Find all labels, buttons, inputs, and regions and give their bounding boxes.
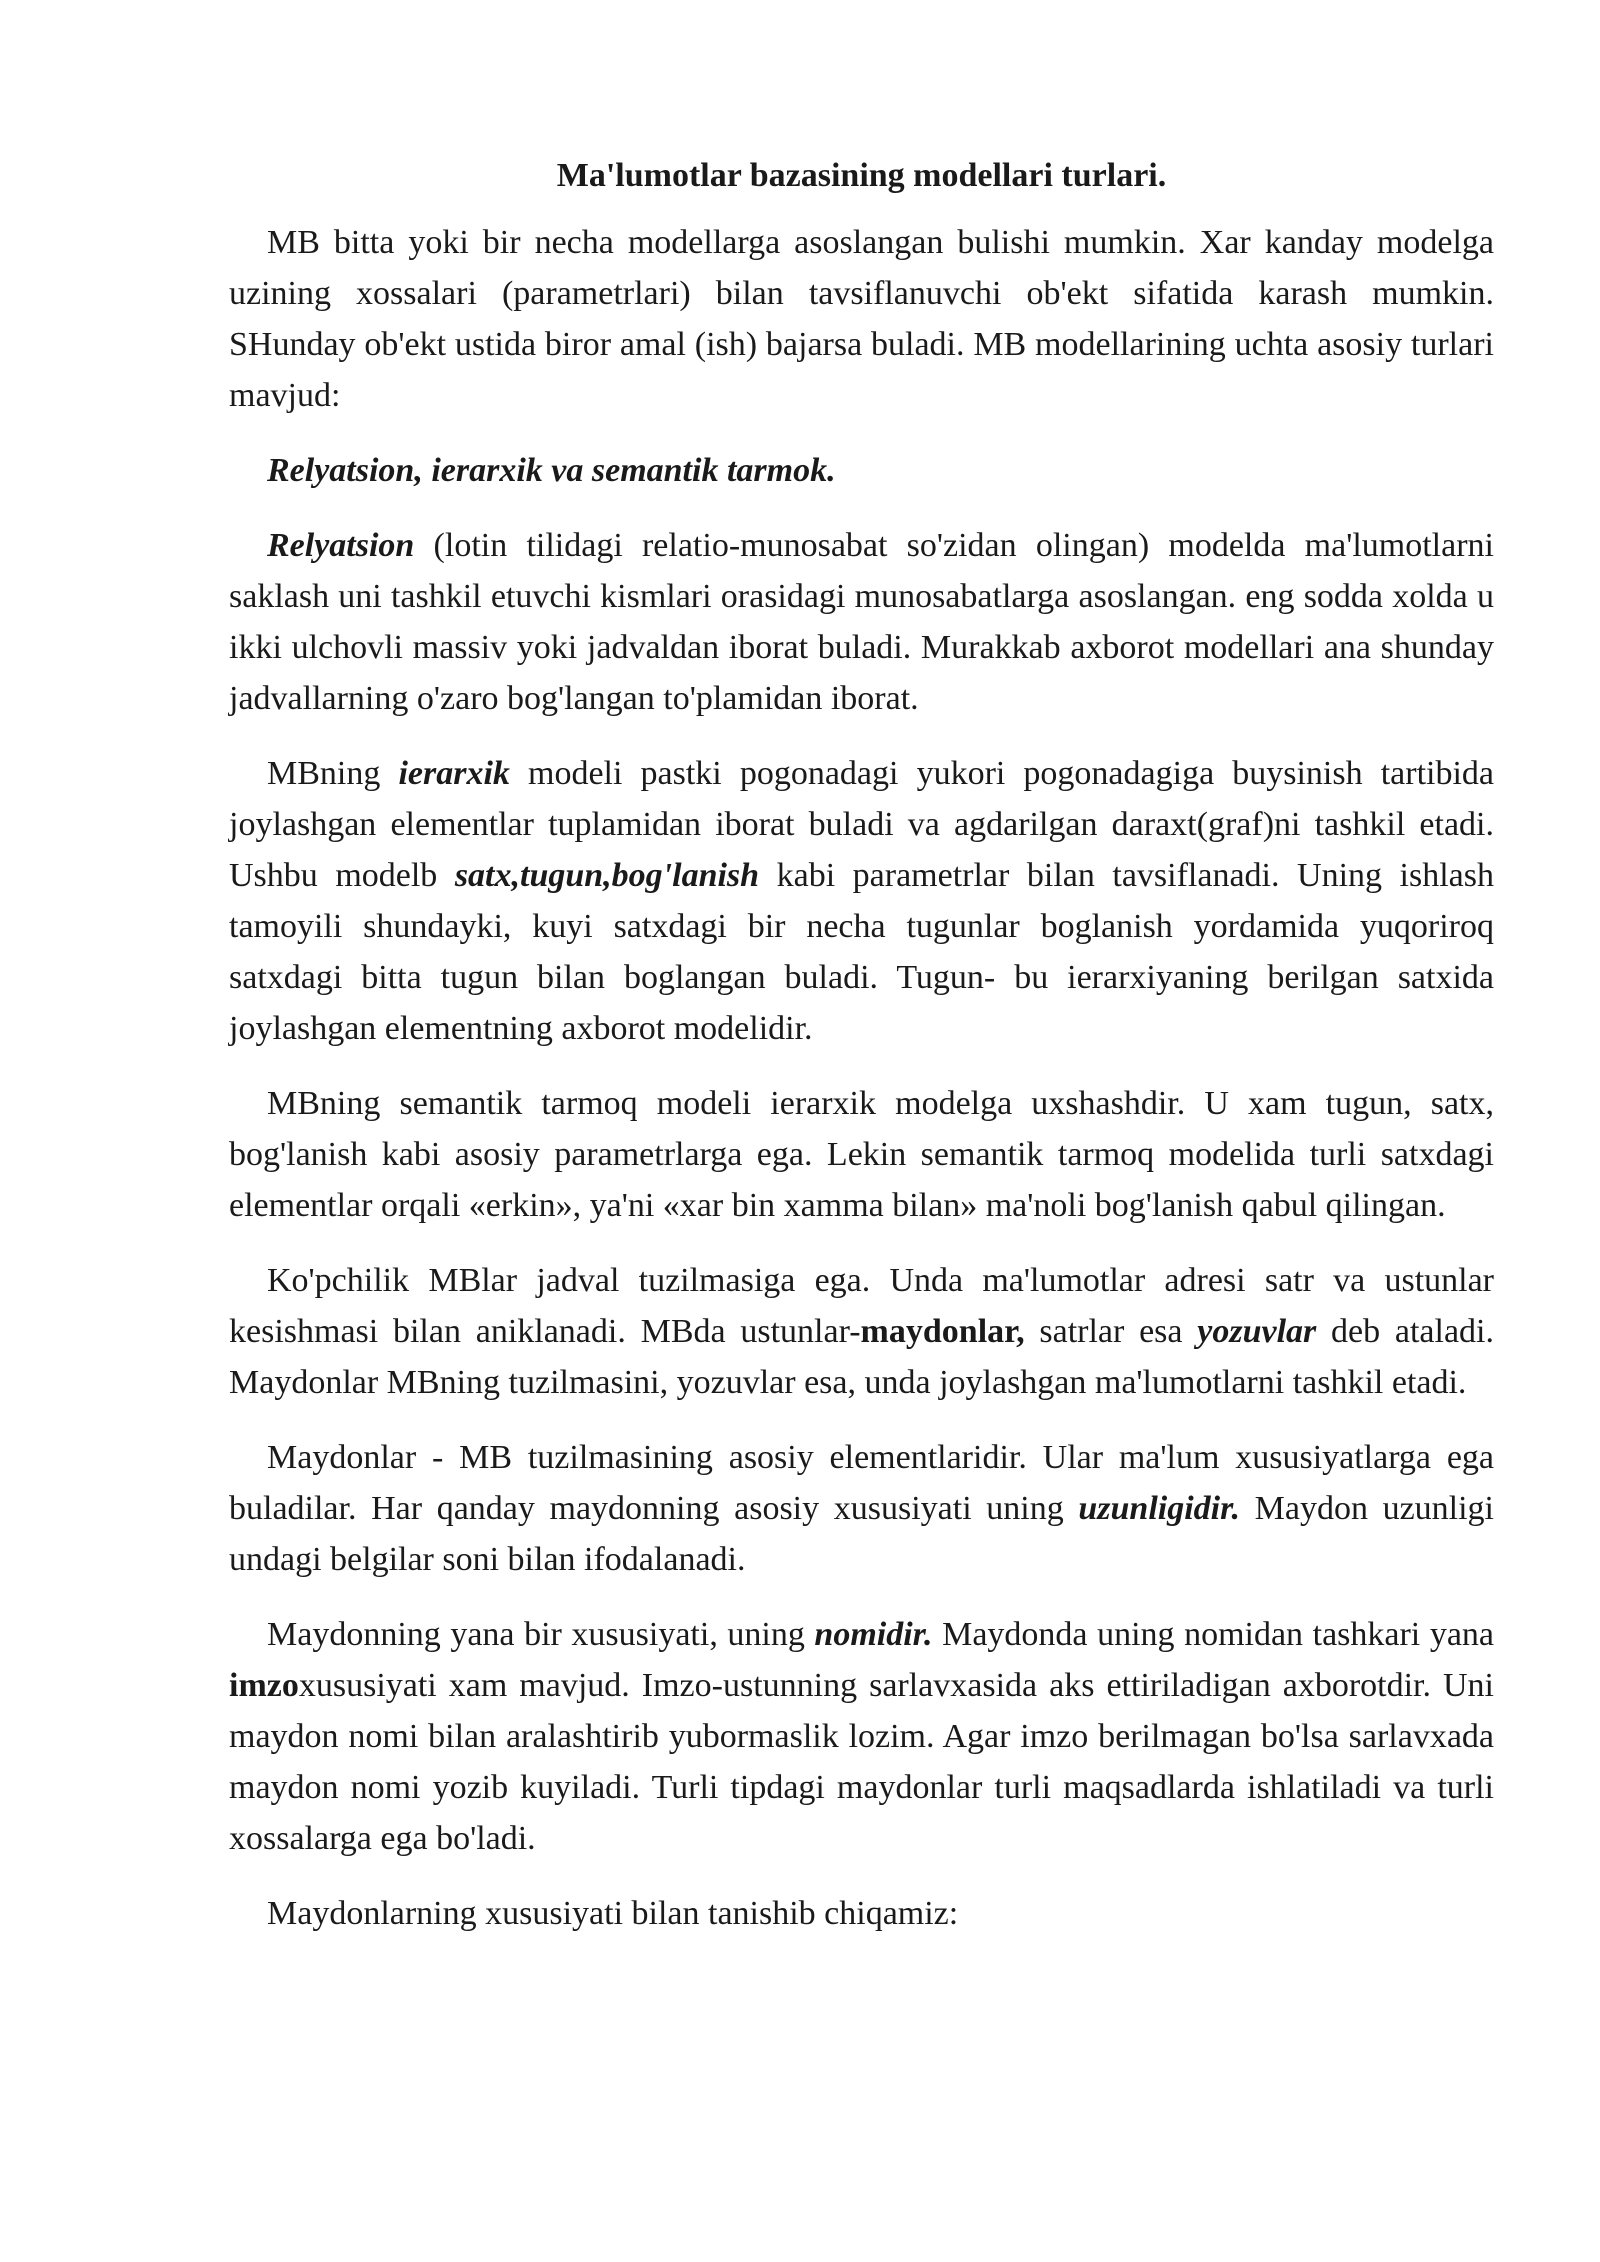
emphasized-text: nomidir. (814, 1616, 933, 1653)
emphasized-text: Relyatsion, ierarxik va semantik tarmok. (267, 452, 836, 489)
emphasized-text: uzunligidir. (1078, 1490, 1240, 1527)
paragraph (229, 1255, 1494, 1408)
emphasized-text: maydonlar, (860, 1313, 1025, 1350)
document-page (229, 150, 1494, 1963)
paragraph-text: (lotin tilidagi relatio-munosabat so'zidan olingan) modelda ma'lumotlarni saklash uni tashkil etuvchi kismlari orasidagi munosabatlarga asoslangan. eng sodda xolda u ikki ulchovli massiv yoki jadvaldan iborat buladi. Murakkab axborot modellari ana shunday jadvallarning o'zaro bog'langan to'plamidan iborat. (229, 527, 1494, 717)
paragraph (229, 217, 1494, 421)
paragraph-text: modeli pastki pogonadagi yukori pogonadagiga buysinish tartibida joylashgan elementlar tuplamidan iborat buladi va agdarilgan daraxt(graf)ni tashkil etadi. Ushbu modelb (229, 755, 1494, 894)
document-title: Ma'lumotlar bazasining modellari turlari. (556, 157, 1167, 194)
document-body (229, 217, 1494, 1939)
paragraph (229, 1078, 1494, 1231)
paragraph-text: kabi parametrlar bilan tavsiflanadi. Uning ishlash tamoyili shundayki, kuyi satxdagi bir necha tugunlar boglanish yordamida yuqoriroq satxdagi bitta tugun bilan boglangan buladi. Tugun- bu ierarxiyaning berilgan satxida joylashgan elementning axborot modelidir. (229, 857, 1494, 1047)
paragraph-text: satrlar esa (1024, 1313, 1198, 1350)
paragraph-text: deb ataladi. Maydonlar MBning tuzilmasini, yozuvlar esa, unda joylashgan ma'lumotlarni tashkil etadi. (229, 1313, 1494, 1401)
paragraph-text: Maydonda uning nomidan tashkari yana (932, 1616, 1495, 1653)
paragraph-text: MB bitta yoki bir necha modellarga asoslangan bulishi mumkin. Xar kanday modelga uzining xossalari (parametrlari) bilan tavsiflanuvchi ob'ekt sifatida karash mumkin. SHunday ob'ekt ustida biror amal (ish) bajarsa buladi. MB modellarining uchta asosiy turlari mavjud: (229, 224, 1494, 414)
emphasized-text: Relyatsion (267, 527, 415, 564)
emphasized-text: satx,tugun,bog'lanish (454, 857, 760, 894)
paragraph (229, 1888, 1494, 1939)
emphasized-text: yozuvlar (1197, 1313, 1317, 1350)
paragraph-text: Maydonning yana bir xususiyati, uning (267, 1616, 815, 1653)
paragraph-text: xususiyati xam mavjud. Imzo-ustunning sarlavxasida aks ettiriladigan axborotdir. Uni maydon nomi bilan aralashtirib yubormaslik lozim. Agar imzo berilmagan bo'lsa sarlavxada maydon nomi yozib kuyiladi. Turli tipdagi maydonlar turli maqsadlarda ishlatiladi va turli xossalarga ega bo'ladi. (229, 1667, 1494, 1857)
paragraph (229, 748, 1494, 1054)
emphasized-text: imzo (229, 1667, 299, 1704)
paragraph-text: MBning (267, 755, 399, 792)
emphasized-text: ierarxik (398, 755, 510, 792)
paragraph-text: MBning semantik tarmoq modeli ierarxik modelga uxshashdir. U xam tugun, satx, bog'lanish kabi asosiy parametrlarga ega. Lekin semantik tarmoq modelida turli satxdagi elementlar orqali «erkin», ya'ni «xar bin xamma bilan» ma'noli bog'lanish qabul qilingan. (229, 1085, 1494, 1224)
paragraph (229, 1432, 1494, 1585)
paragraph-text: Maydonlarning xususiyati bilan tanishib chiqamiz: (267, 1895, 959, 1932)
paragraph-text: Ko'pchilik MBlar jadval tuzilmasiga ega. Unda ma'lumotlar adresi satr va ustunlar kesishmasi bilan aniklanadi. MBda ustunlar- (229, 1262, 1494, 1350)
paragraph (229, 445, 1494, 496)
paragraph-text: Maydon uzunligi undagi belgilar soni bilan ifodalanadi. (229, 1490, 1495, 1578)
paragraph-text: Maydonlar - MB tuzilmasining asosiy elementlaridir. Ular ma'lum xususiyatlarga ega buladilar. Har qanday maydonning asosiy xususiyati uning (229, 1439, 1494, 1527)
paragraph (229, 1609, 1494, 1864)
paragraph (229, 520, 1494, 724)
